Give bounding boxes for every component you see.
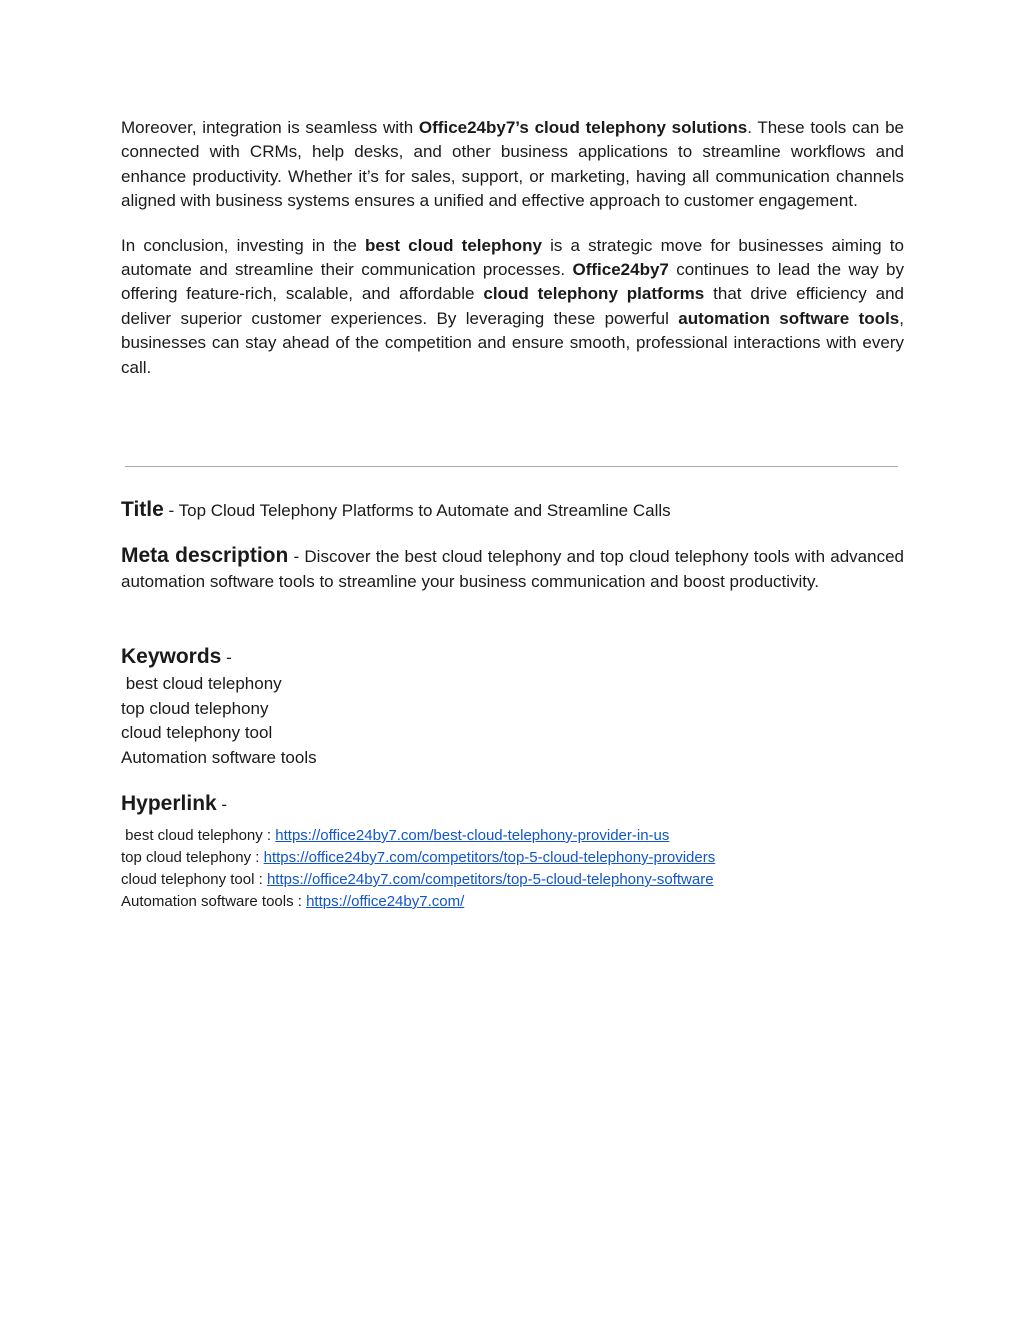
text-run: continues to lead the way by offering feature-rich, scalable, and affordable [121,260,904,304]
seo-keywords-block [121,644,904,770]
bold-phrase: best cloud telephony [365,235,542,255]
keyword-item: best cloud telephony [121,674,282,693]
hyperlink-url[interactable]: https://office24by7.com/competitors/top-5-cloud-telephony-providers [263,849,716,866]
text-run: In conclusion, investing in the [121,235,366,255]
seo-meta-description-row [121,543,904,594]
body-text [121,116,904,380]
keyword-item: top cloud telephony [121,698,269,718]
meta-description-value: Discover the best cloud telephony and top cloud telephony tools with advanced automation software tools to streamline your business communication and boost productivity. [121,547,904,591]
hyperlink-url[interactable]: https://office24by7.com/competitors/top-5-cloud-telephony-software [266,871,714,888]
title-value: Top Cloud Telephony Platforms to Automate and Streamline Calls [178,501,671,520]
hyperlink-item [121,847,904,869]
seo-title-row [121,497,904,525]
hyperlinks-list [121,825,904,913]
text-run: . These tools can be connected with CRMs, help desks, and other business applications to streamline workflows and enhance productivity. Whether it’s for sales, support, or marketing, having all communication channels aligned with business systems ensures a unified and effective approach to customer engagement. [121,118,904,211]
hyperlink-item [121,825,904,847]
hyperlink-item [121,891,904,913]
text-run: is a strategic move for businesses aiming to automate and streamline their communication processes. [121,235,904,280]
meta-description-label: Meta description [121,544,289,567]
keyword-item: Automation software tools [121,747,317,767]
keywords-label: Keywords [121,645,222,668]
hyperlink-label: Hyperlink [121,792,217,815]
paragraph-conclusion [121,234,904,380]
hyperlink-keyword: Automation software tools : [121,893,307,910]
hyperlink-keyword: top cloud telephony : [121,849,264,866]
text-run: Moreover, integration is seamless with [121,118,419,137]
meta-description-separator: - [288,547,305,566]
hyperlink-url[interactable]: https://office24by7.com/best-cloud-telephony-provider-in-us [275,827,670,844]
title-separator: - [163,501,179,520]
hyperlink-url[interactable]: https://office24by7.com/ [306,893,465,910]
hyperlink-separator: - [216,795,228,814]
keywords-separator: - [221,648,232,667]
text-run: that drive efficiency and deliver superior customer experiences. By leveraging these powerful [121,284,904,328]
hyperlink-item [121,869,904,891]
paragraph-integration [121,116,904,214]
text-run: , businesses can stay ahead of the competition and ensure smooth, professional interactions with every call. [121,308,904,377]
bold-phrase: automation software tools [678,308,900,328]
title-label: Title [121,498,164,521]
horizontal-divider [125,466,898,467]
bold-phrase: cloud telephony platforms [483,284,705,304]
hyperlink-keyword: cloud telephony tool : [121,871,267,888]
keyword-item: cloud telephony tool [121,723,273,742]
bold-phrase: Office24by7’s cloud telephony solutions [418,118,748,137]
bold-phrase: Office24by7 [572,260,669,280]
hyperlink-keyword: best cloud telephony : [121,827,276,844]
seo-hyperlinks-block [121,790,904,913]
keywords-list [121,672,904,770]
